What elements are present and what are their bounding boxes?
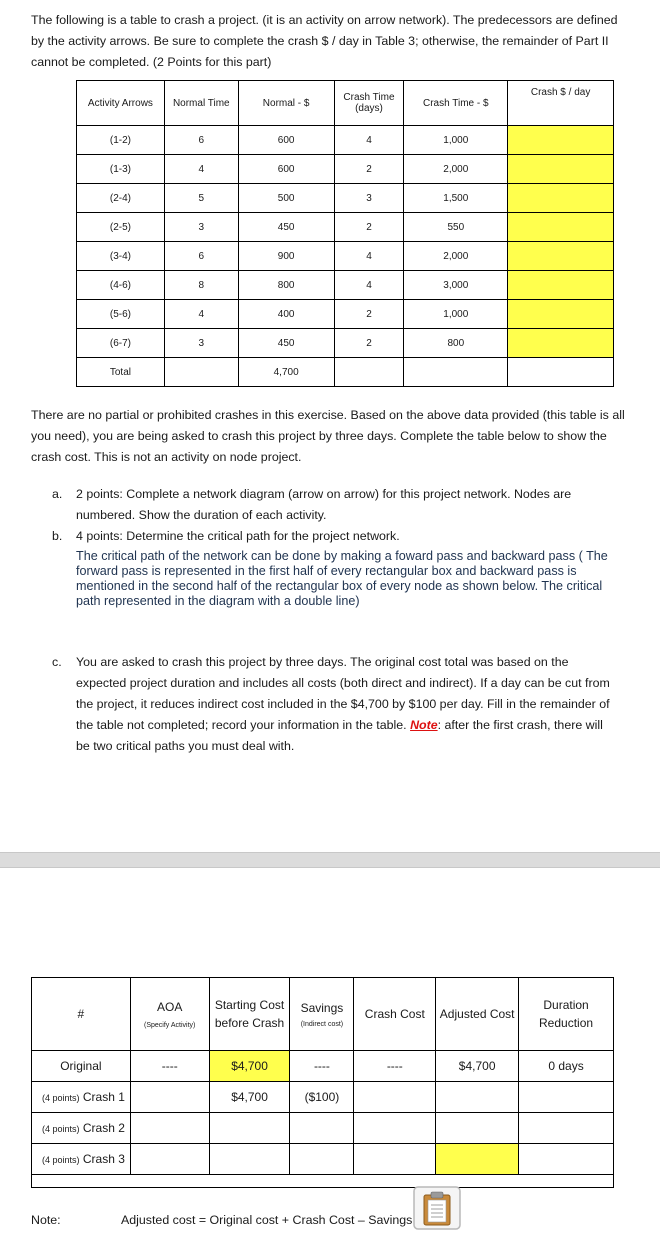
table-row xyxy=(77,300,614,329)
cell-crash-per-day-input[interactable] xyxy=(508,242,614,271)
cell-crash-cost-input[interactable] xyxy=(354,1113,436,1144)
cell-duration-input[interactable] xyxy=(519,1082,614,1113)
cell-starting-cost: $4,700 xyxy=(209,1082,290,1113)
cell-crash-cost: 2,000 xyxy=(404,155,508,184)
footer-spacer xyxy=(32,1175,614,1188)
cell-activity: (1-2) xyxy=(77,126,165,155)
points-label: (4 points) xyxy=(42,1093,80,1103)
header-normal-cost: Normal - $ xyxy=(238,81,334,126)
list-item-c-text-end: : after the first crash, there will be two critical paths you must deal with. xyxy=(76,718,603,753)
cell-activity: (3-4) xyxy=(77,242,165,271)
header-aoa-label: AOA xyxy=(157,999,183,1014)
total-normal-cost: 4,700 xyxy=(238,358,334,387)
cell-crash-time: 4 xyxy=(334,242,404,271)
cell-normal-cost: 500 xyxy=(238,184,334,213)
header-savings xyxy=(290,978,354,1051)
table-header-row xyxy=(77,81,614,126)
cell-crash-cost: 3,000 xyxy=(404,271,508,300)
cell-crash-cost: 550 xyxy=(404,213,508,242)
header-savings-label: Savings xyxy=(300,1000,344,1015)
note-emphasis: Note xyxy=(410,718,438,732)
cell-savings: ---- xyxy=(290,1051,354,1082)
cell-aoa: ---- xyxy=(130,1051,209,1082)
crash-label: Crash 3 xyxy=(82,1152,125,1166)
table-row xyxy=(32,1082,614,1113)
cell-adjusted-cost-input[interactable] xyxy=(436,1082,519,1113)
crash-label: Crash 2 xyxy=(82,1121,125,1135)
header-duration-reduction: Duration Reduction xyxy=(519,978,614,1051)
cell-savings-input[interactable] xyxy=(290,1144,354,1175)
cell-crash-per-day-input[interactable] xyxy=(508,271,614,300)
table-row xyxy=(32,1051,614,1082)
cell-adjusted-cost-input[interactable] xyxy=(436,1113,519,1144)
cell-savings-input[interactable] xyxy=(290,1113,354,1144)
cell-crash-per-day-input[interactable] xyxy=(508,184,614,213)
cell-crash-cost-input[interactable] xyxy=(354,1144,436,1175)
list-item-a: 2 points: Complete a network diagram (arrow on arrow) for this project network. Nodes are numbered. Show the duration of each activity. xyxy=(76,487,572,522)
cell-crash-time: 4 xyxy=(334,271,404,300)
cell-activity: (1-3) xyxy=(77,155,165,184)
cell-normal-cost: 400 xyxy=(238,300,334,329)
cell-crash-time: 4 xyxy=(334,126,404,155)
table-row xyxy=(32,1113,614,1144)
table-row xyxy=(77,329,614,358)
table-row xyxy=(77,213,614,242)
page-divider xyxy=(0,852,660,868)
table-total-row xyxy=(77,358,614,387)
cell-duration-input[interactable] xyxy=(519,1113,614,1144)
cell-activity: (6-7) xyxy=(77,329,165,358)
cell-activity: (2-5) xyxy=(77,213,165,242)
cell-normal-time: 4 xyxy=(164,155,238,184)
instructions-paragraph: There are no partial or prohibited crashes in this exercise. Based on the above data provided (this table is all you need), you are being asked to crash this project by three days. Complete the table below to show the crash cost. This is not an activity on node project. xyxy=(31,408,625,464)
cell-normal-cost: 450 xyxy=(238,329,334,358)
cell-crash-per-day-input[interactable] xyxy=(508,300,614,329)
cell-activity: (2-4) xyxy=(77,184,165,213)
cell-crash-cost: 1,000 xyxy=(404,126,508,155)
header-normal-time: Normal Time xyxy=(164,81,238,126)
total-label: Total xyxy=(77,358,165,387)
header-crash-per-day: Crash $ / day xyxy=(508,81,614,126)
cell-normal-time: 8 xyxy=(164,271,238,300)
cell-normal-time: 3 xyxy=(164,329,238,358)
cell-normal-cost: 800 xyxy=(238,271,334,300)
empty-cell xyxy=(164,358,238,387)
critical-path-answer: The critical path of the network can be done by making a foward pass and backward pass ( The forward pass is represented in the first half of every rectangular box and backward pass is mentioned in the second half of the rectangular box of every node as shown below. The critical path represented in the diagram with a double line) xyxy=(76,549,608,608)
points-label: (4 points) xyxy=(42,1124,80,1134)
note-text: Adjusted cost = Original cost + Crash Cost – Savings xyxy=(121,1213,413,1227)
cell-normal-cost: 900 xyxy=(238,242,334,271)
cell-crash-time: 2 xyxy=(334,155,404,184)
list-item-c-text: You are asked to crash this project by three days. The original cost total was based on the expected project duration and includes all costs (both direct and indirect). If a day can be cut from the project, it reduces indirect cost included in the $4,700 by $100 per day. Fill in the remainder of the table not completed; record your information in the table. xyxy=(76,655,610,732)
cell-normal-time: 3 xyxy=(164,213,238,242)
row-label-crash-1 xyxy=(32,1082,131,1113)
cell-crash-per-day-input[interactable] xyxy=(508,126,614,155)
cell-normal-time: 5 xyxy=(164,184,238,213)
cell-starting-cost-input[interactable] xyxy=(209,1113,290,1144)
list-marker-b: b. xyxy=(52,529,63,543)
cell-crash-cost: 1,000 xyxy=(404,300,508,329)
cell-aoa-input[interactable] xyxy=(130,1113,209,1144)
cell-crash-time: 2 xyxy=(334,300,404,329)
cell-crash-per-day-input[interactable] xyxy=(508,329,614,358)
cell-activity: (5-6) xyxy=(77,300,165,329)
cell-crash-time: 2 xyxy=(334,329,404,358)
table-header-row xyxy=(32,978,614,1051)
row-label-original: Original xyxy=(32,1051,131,1082)
header-crash-time: Crash Time (days) xyxy=(334,81,404,126)
table-row xyxy=(77,126,614,155)
cell-normal-time: 6 xyxy=(164,242,238,271)
header-aoa xyxy=(130,978,209,1051)
header-savings-sub: (Indirect cost) xyxy=(300,1020,344,1028)
cell-normal-cost: 600 xyxy=(238,155,334,184)
row-label-crash-3 xyxy=(32,1144,131,1175)
clipboard-icon[interactable] xyxy=(413,1186,461,1230)
cell-normal-cost: 450 xyxy=(238,213,334,242)
cell-normal-cost: 600 xyxy=(238,126,334,155)
table-footer-row xyxy=(32,1175,614,1188)
cell-crash-time: 2 xyxy=(334,213,404,242)
header-number: # xyxy=(32,978,131,1051)
empty-cell xyxy=(404,358,508,387)
list-item-c xyxy=(76,652,618,757)
cell-duration-input[interactable] xyxy=(519,1144,614,1175)
note-label: Note: xyxy=(31,1213,61,1227)
table-row xyxy=(32,1144,614,1175)
cell-normal-time: 6 xyxy=(164,126,238,155)
cell-starting-cost-input[interactable] xyxy=(209,1144,290,1175)
crash-schedule-table xyxy=(31,977,614,1188)
table-row xyxy=(77,155,614,184)
intro-paragraph: The following is a table to crash a project. (it is an activity on arrow network). The predecessors are defined by the activity arrows. Be sure to complete the crash $ / day in Table 3; otherwise, the remainder of Part II cannot be completed. (2 Points for this part) xyxy=(31,13,618,69)
empty-cell xyxy=(508,358,614,387)
row-label-crash-2 xyxy=(32,1113,131,1144)
header-aoa-sub: (Specify Activity) xyxy=(144,1021,196,1029)
cell-savings: ($100) xyxy=(290,1082,354,1113)
cell-aoa-input[interactable] xyxy=(130,1082,209,1113)
cell-crash-cost: 1,500 xyxy=(404,184,508,213)
header-starting-cost: Starting Cost before Crash xyxy=(209,978,290,1051)
cell-crash-cost: ---- xyxy=(354,1051,436,1082)
cell-crash-cost: 2,000 xyxy=(404,242,508,271)
cell-crash-per-day-input[interactable] xyxy=(508,213,614,242)
table-row xyxy=(77,271,614,300)
empty-cell xyxy=(334,358,404,387)
table-row xyxy=(77,184,614,213)
cell-duration-reduction: 0 days xyxy=(519,1051,614,1082)
cell-crash-per-day-input[interactable] xyxy=(508,155,614,184)
points-label: (4 points) xyxy=(42,1155,80,1165)
cell-starting-cost: $4,700 xyxy=(209,1051,290,1082)
crash-data-table xyxy=(76,80,614,387)
list-item-b: 4 points: Determine the critical path for the project network. xyxy=(76,529,400,543)
cell-adjusted-cost-input[interactable] xyxy=(436,1144,519,1175)
cell-normal-time: 4 xyxy=(164,300,238,329)
list-marker-c: c. xyxy=(52,655,62,669)
cell-crash-cost: 800 xyxy=(404,329,508,358)
table-row xyxy=(77,242,614,271)
header-crash-cost: Crash Time - $ xyxy=(404,81,508,126)
crash-label: Crash 1 xyxy=(82,1090,125,1104)
header-activity: Activity Arrows xyxy=(77,81,165,126)
cell-crash-cost-input[interactable] xyxy=(354,1082,436,1113)
cell-activity: (4-6) xyxy=(77,271,165,300)
header-adjusted-cost: Adjusted Cost xyxy=(436,978,519,1051)
list-marker-a: a. xyxy=(52,487,63,501)
cell-crash-time: 3 xyxy=(334,184,404,213)
cell-aoa-input[interactable] xyxy=(130,1144,209,1175)
cell-adjusted-cost: $4,700 xyxy=(436,1051,519,1082)
header-crash-cost: Crash Cost xyxy=(354,978,436,1051)
